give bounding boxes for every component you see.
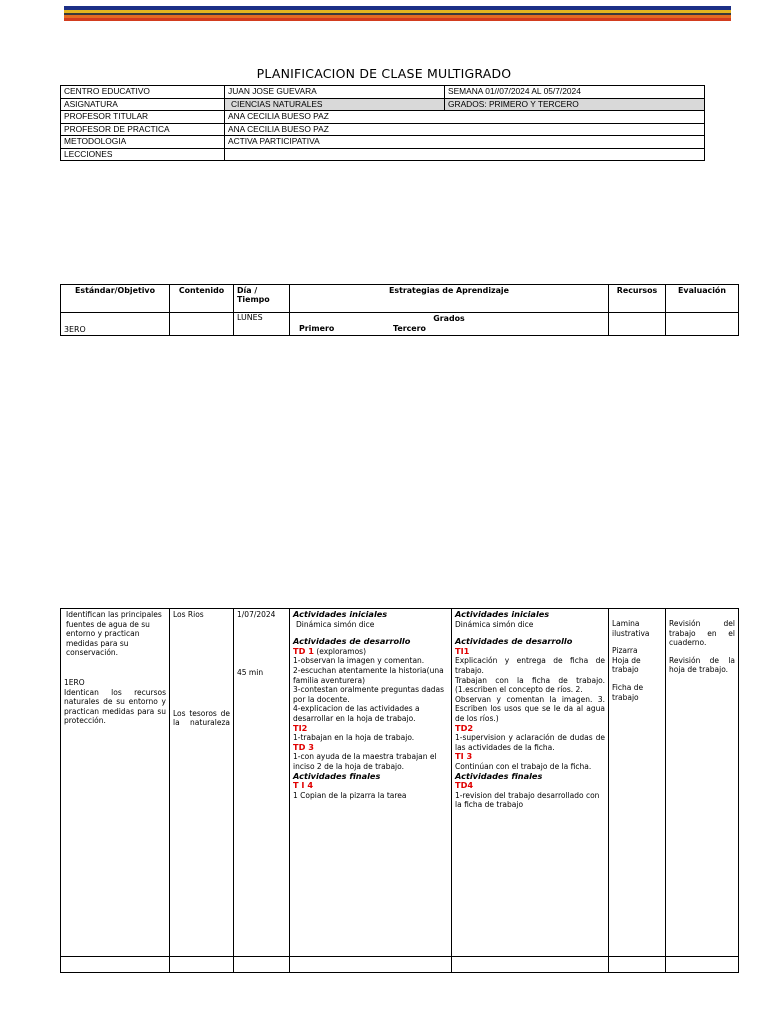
empty-cell	[666, 957, 739, 973]
tercero-activities-cell	[452, 609, 609, 957]
primero-line-1: 1-observan la imagen y comentan.	[293, 656, 425, 666]
empty-cell	[61, 957, 170, 973]
ti1-label: TI1	[455, 645, 470, 656]
centro-value: JUAN JOSE GUEVARA	[225, 86, 445, 99]
col-dia-line2: Tiempo	[237, 295, 270, 304]
page-title: PLANIFICACION DE CLASE MULTIGRADO	[256, 66, 512, 81]
grados-cell	[290, 313, 609, 336]
info-row	[61, 136, 705, 149]
col-evaluacion: Evaluación	[666, 285, 739, 313]
info-row	[61, 148, 705, 161]
primero-line-2: 2-escuchan atentamente la historia(una familia aventurera)	[293, 665, 444, 685]
ti3-label: TI 3	[455, 751, 473, 762]
td4-label: TD4	[455, 780, 474, 791]
col-dia	[234, 285, 290, 313]
col-estandar: Estándar/Objetivo	[61, 285, 170, 313]
primero-label: Primero	[299, 324, 335, 333]
primero-td1-line	[293, 647, 448, 657]
primero-line-7: 1 Copian de la pizarra la tarea	[293, 790, 407, 800]
col-contenido: Contenido	[170, 285, 234, 313]
asignatura-value	[225, 98, 445, 111]
evaluacion-cuaderno: Revisión del trabajo en el cuaderno.	[669, 619, 735, 648]
primero-line-4: 4-explicacion de las actividades a desarrollar en la hoja de trabajo.	[293, 704, 420, 723]
tercero-iniciales-heading: Actividades iniciales	[455, 609, 550, 619]
objetivo-cell	[61, 609, 170, 957]
empty-cell	[170, 313, 234, 336]
col-estrategias: Estrategias de Aprendizaje	[290, 285, 609, 313]
recurso-hoja: Hoja de trabajo	[612, 655, 641, 675]
asignatura-label: ASIGNATURA	[61, 98, 225, 111]
grados-names	[293, 324, 605, 334]
ti2-label: TI2	[293, 722, 308, 733]
metodologia-value: ACTIVA PARTICIPATIVA	[225, 136, 705, 149]
primero-iniciales-text: Dinámica simón dice	[296, 619, 375, 629]
empty-cell	[452, 957, 609, 973]
plan-header-table	[60, 284, 739, 336]
objetivo-primero: Identifican las principales fuentes de agua de su entorno y practican medidas para su conservación.	[66, 610, 162, 658]
centro-label: CENTRO EDUCATIVO	[61, 86, 225, 99]
primero-finales-heading: Actividades finales	[293, 770, 381, 781]
contenido-tercero: Los tesoros de la naturaleza	[173, 708, 230, 728]
semana-text: SEMANA 01//07/2024 AL 05/7/2024	[448, 86, 581, 96]
td2-label: TD2	[455, 722, 474, 733]
header-color-stripes	[64, 6, 731, 21]
practica-label: PROFESOR DE PRACTICA	[61, 123, 225, 136]
recurso-ficha: Ficha de trabajo	[612, 682, 644, 702]
col-dia-line1: Día /	[237, 286, 258, 295]
info-row	[61, 111, 705, 124]
td3-label: TD 3	[293, 741, 314, 752]
grade-primero-label: 1ERO	[64, 677, 85, 687]
tercero-label: Tercero	[393, 324, 426, 333]
primero-line-5: 1-trabajan en la hoja de trabajo.	[293, 733, 415, 743]
tercero-desarrollo-heading: Actividades de desarrollo	[455, 636, 573, 647]
grados-value: GRADOS: PRIMERO Y TERCERO	[445, 98, 705, 111]
col-recursos: Recursos	[609, 285, 666, 313]
titular-value: ANA CECILIA BUESO PAZ	[225, 111, 705, 124]
fecha-cell	[234, 609, 290, 957]
recursos-cell	[609, 609, 666, 957]
grade-label: 3ERO	[61, 313, 170, 336]
plan-empty-row	[61, 957, 739, 973]
empty-cell	[234, 957, 290, 973]
empty-cell	[290, 957, 452, 973]
empty-cell	[609, 313, 666, 336]
tercero-line-4: 1-supervision y aclaración de dudas de las actividades de la ficha.	[455, 733, 605, 752]
empty-cell	[609, 957, 666, 973]
evaluacion-cell	[666, 609, 739, 957]
td1-label: TD 1	[293, 645, 314, 656]
contenido-primero: Los Rios	[173, 610, 204, 619]
primero-iniciales-heading: Actividades iniciales	[293, 609, 388, 619]
header-subrow	[61, 313, 739, 336]
tercero-line-1: Explicación y entrega de ficha de trabajo.	[455, 656, 605, 675]
primero-activities-cell	[290, 609, 452, 957]
empty-cell	[666, 313, 739, 336]
tercero-finales-heading: Actividades finales	[455, 770, 543, 781]
info-row	[61, 123, 705, 136]
recurso-lamina: Lamina ilustrativa	[612, 619, 650, 638]
contenido-cell	[170, 609, 234, 957]
lecciones-value	[225, 148, 705, 161]
titular-label: PROFESOR TITULAR	[61, 111, 225, 124]
tercero-iniciales-text: Dinámica simón dice	[455, 619, 534, 629]
practica-value: ANA CECILIA BUESO PAZ	[225, 123, 705, 136]
info-row	[61, 98, 705, 111]
empty-cell	[170, 957, 234, 973]
semana-value	[445, 86, 705, 99]
primero-line-6: 1-con ayuda de la maestra trabajan el inciso 2 de la hoja de trabajo.	[293, 752, 437, 771]
objetivo-tercero: Identican los recursos naturales de su entorno y practican medidas para su protección.	[64, 687, 166, 726]
plan-row	[61, 609, 739, 957]
primero-desarrollo-heading: Actividades de desarrollo	[293, 636, 411, 647]
metodologia-label: METODOLOGIA	[61, 136, 225, 149]
primero-line-3: 3-contestan oralmente preguntas dadas por la docente.	[293, 685, 445, 704]
tercero-line-3: Observan y comentan la imagen. 3. Escriben los usos que se le da al agua de los ríos.)	[455, 694, 605, 723]
td1-rest: (exploramos)	[313, 646, 367, 656]
header-row	[61, 285, 739, 313]
tercero-line-6: 1-revision del trabajo desarrollado con la ficha de trabajo	[455, 790, 600, 810]
fecha-value: 1/07/2024	[237, 610, 276, 619]
ti4-label: T I 4	[293, 780, 314, 791]
tercero-line-5: Continúan con el trabajo de la ficha.	[455, 761, 592, 771]
evaluacion-hoja: Revisión de la hoja de trabajo.	[669, 655, 735, 675]
asignatura-text: CIENCIAS NATURALES	[231, 98, 323, 109]
grados-label: Grados	[433, 314, 465, 323]
tiempo-value: 45 min	[237, 667, 264, 677]
info-table	[60, 85, 705, 161]
plan-main-table	[60, 608, 739, 973]
lecciones-label: LECCIONES	[61, 148, 225, 161]
day-label: LUNES	[234, 313, 290, 336]
stripe-red	[64, 18, 731, 21]
recurso-pizarra: Pizarra	[612, 646, 638, 656]
info-row	[61, 86, 705, 99]
tercero-line-2: Trabajan con la ficha de trabajo. (1.escriben el concepto de ríos. 2.	[455, 675, 605, 695]
